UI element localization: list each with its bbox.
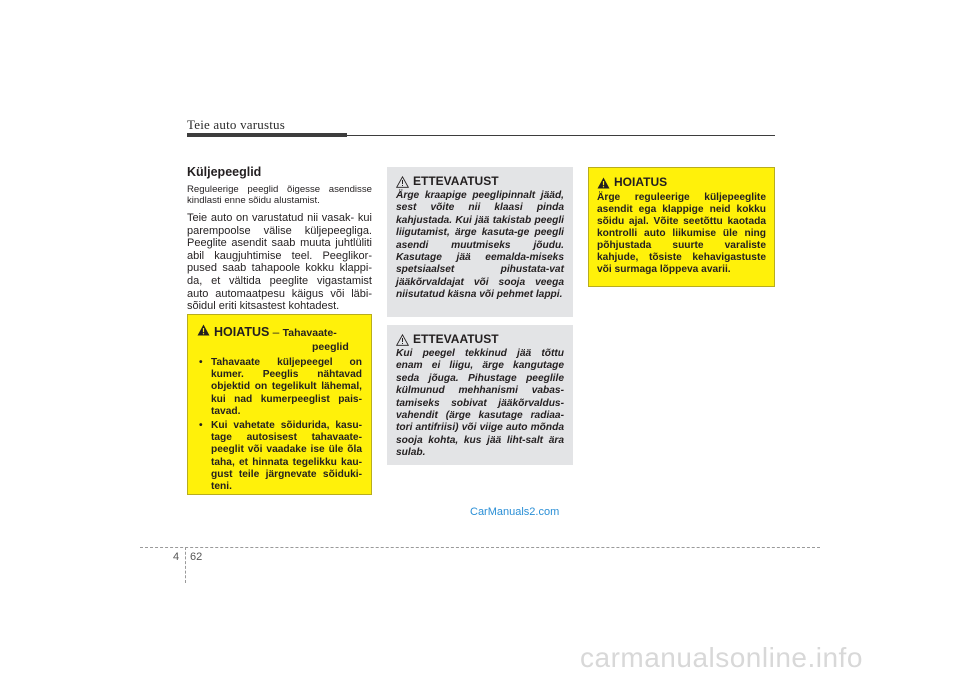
warning-rear-header: [197, 323, 362, 353]
list-item-text: Kui vahetate sõidurida, kasu-tage autosisest tahavaate-peeglit või vaadake ise üle õla taha, et hinnata tegelikku kau-gust teile järgnevate sõiduki-teni.: [211, 420, 362, 493]
warning-adjust-box: [588, 167, 775, 287]
caution-ice-title: ETTEVAATUST: [413, 174, 499, 188]
warning-rear-title: HOIATUS: [214, 325, 270, 339]
warning-rear-dash: –: [269, 325, 283, 339]
warning-triangle-icon: [597, 177, 610, 189]
bullet-marker: •: [199, 420, 203, 432]
caution-ice-header: [396, 175, 564, 188]
chapter-number: 4: [173, 551, 180, 563]
watermark-carmanualsonline: carmanualsonline.info: [580, 642, 863, 673]
caution-frozen-header: [396, 333, 564, 346]
caution-triangle-icon: [396, 334, 409, 346]
warning-rear-list: [197, 357, 362, 493]
footer-rule: [140, 547, 820, 548]
warning-rear-heading: [214, 323, 349, 353]
section-body: Teie auto on varustatud nii vasak- kui parempoolse välise küljepeegliga. Peeglite asendit saab muuta juhtlüliti abil kaugjuhtimise teel. Peeglikor-pused saab tahapoole kokku klappi-da, et vältida peeglite vigastamist auto automaatpesu käigus või läbi-sõidul eriti kitsastest kohtadest.: [187, 212, 372, 313]
section-intro: Reguleerige peeglid õigesse asendisse kindlasti enne sõidu alustamist.: [187, 184, 372, 206]
warning-triangle-icon: [197, 324, 210, 336]
section-column: [187, 165, 372, 313]
list-item: [197, 420, 362, 493]
header-title: Teie auto varustus: [187, 117, 285, 132]
warning-adjust-text: Ärge reguleerige küljepeeglite asendit ega klappige neid kokku sõidu ajal. Võite seetõttu kaotada kontrolli auto liikumise üle ning põhjustada suurte varaliste kahjude, tõsiste kehavigastuste või surmaga lõppeva avarii.: [597, 192, 766, 275]
warning-adjust-header: [597, 176, 766, 189]
caution-triangle-icon: [396, 176, 409, 188]
caution-frozen-text: Kui peegel tekkinud jää tõttu enam ei liigu, ärge kangutage seda jõuga. Pihustage peeglile külmunud mehhanismi vabas-tamiseks sobivat jääkõrvaldus-vahendit (ärge kasutage radiaa-tori antifriisi) või viige auto mõnda sooja kohta, kus jää liht-salt ära sulab.: [396, 348, 564, 459]
list-item-text: Tahavaate küljepeegel on kumer. Peeglis nähtavad objektid on tegelikult lähemal, kui nad kumerpeeglist pais-tavad.: [211, 357, 362, 417]
warning-adjust-title: HOIATUS: [614, 175, 668, 189]
warning-rear-subtitle: Tahavaate-: [282, 327, 337, 339]
list-item: [197, 357, 362, 418]
header-rule: [347, 135, 775, 136]
bullet-marker: •: [199, 357, 203, 368]
caution-ice-text: Ärge kraapige peeglipinnalt jääd, sest võite nii klaasi pinda kahjustada. Kui jää takistab peegli liigutamist, ärge kasuta-ge peegli asendi muutmiseks jõudu. Kasutage jää eemalda-miseks spetsiaalset pihustata-vat jääkõrvaldajat või sooja veega niisutatud käsna või pehmet lappi.: [396, 190, 564, 301]
page-number: 62: [190, 551, 203, 563]
header-bar: [187, 133, 347, 137]
caution-frozen-box: [387, 325, 573, 465]
footer-divider: [185, 547, 186, 583]
caution-frozen-title: ETTEVAATUST: [413, 332, 499, 346]
warning-rear-subtitle-2: peeglid: [312, 341, 349, 353]
caution-ice-box: [387, 167, 573, 317]
warning-rear-mirror-box: [187, 314, 372, 495]
watermark-carmanuals2[interactable]: CarManuals2.com: [470, 506, 560, 518]
section-title: Küljepeeglid: [187, 165, 262, 179]
